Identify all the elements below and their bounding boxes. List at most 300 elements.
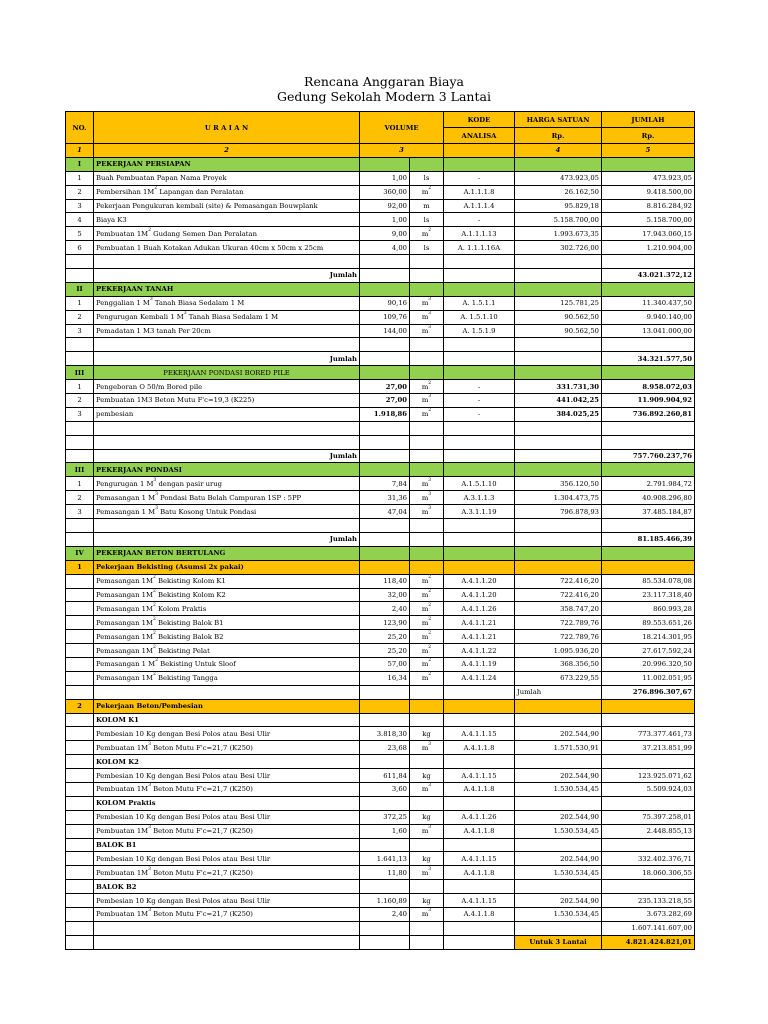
header-harga: HARGA SATUAN: [515, 112, 602, 128]
grand-empty: [66, 935, 94, 949]
item-unit: $m^2$: [410, 644, 444, 658]
item-number: [66, 824, 94, 838]
item-harga: 202.544,90: [515, 852, 602, 866]
item-description: Pembuatan $1M^2$ Gudang Semen Dan Peralatan: [94, 227, 360, 241]
subtotal-empty: [360, 685, 410, 699]
blank-row: [66, 255, 695, 269]
item-jumlah: 332.402.376,71: [602, 852, 695, 866]
item-harga: 368.356,50: [515, 657, 602, 671]
grand-total-label: Untuk 3 Lantai: [515, 935, 602, 949]
item-description: Pembuatan $1M^3$ Beton Mutu F'c=21,7 (K250): [94, 866, 360, 880]
section-number: III: [66, 463, 94, 477]
blank-cell: [515, 435, 602, 449]
item-number: 3: [66, 407, 94, 421]
blank-cell: [602, 421, 695, 435]
group-empty: [602, 713, 695, 727]
item-volume: 31,36: [360, 491, 410, 505]
group-heading: BALOK B1: [94, 838, 360, 852]
total-empty: [515, 352, 602, 366]
section-empty: [444, 282, 515, 296]
subtotal-row: [66, 685, 695, 699]
item-kode: A.4.1.1.26: [444, 810, 515, 824]
blank-cell: [515, 421, 602, 435]
total-empty: [360, 269, 410, 283]
group-empty: [602, 838, 695, 852]
item-volume: 144,00: [360, 324, 410, 338]
item-number: 5: [66, 227, 94, 241]
group-empty: [360, 755, 410, 769]
total-label: Jumlah: [94, 352, 360, 366]
sum-empty: [515, 921, 602, 935]
item-harga: 202.544,90: [515, 769, 602, 783]
blank-cell: [410, 255, 444, 269]
item-volume: 1,00: [360, 171, 410, 185]
item-unit: $m^3$: [410, 296, 444, 310]
item-harga: 331.731,30: [515, 380, 602, 394]
blank-cell: [602, 255, 695, 269]
section-empty: [410, 366, 444, 380]
group-heading: BALOK B2: [94, 880, 360, 894]
group-heading-row: [66, 755, 695, 769]
total-empty: [515, 532, 602, 546]
header-jumlah-unit: Rp.: [602, 128, 695, 144]
item-row: [66, 574, 695, 588]
section-empty: [444, 157, 515, 171]
item-unit: $m^2$: [410, 671, 444, 685]
item-row: [66, 824, 695, 838]
section-empty: [444, 546, 515, 560]
item-jumlah: 8.958.072,03: [602, 380, 695, 394]
section-empty: [360, 282, 410, 296]
blank-row: [66, 421, 695, 435]
item-unit: $m^3$: [410, 394, 444, 408]
item-number: 4: [66, 213, 94, 227]
group-heading: KOLOM K1: [94, 713, 360, 727]
header-kode: KODE: [444, 112, 515, 128]
section-empty: [602, 463, 695, 477]
item-volume: 27,00: [360, 394, 410, 408]
document-title: [0, 74, 768, 104]
subsection-empty: [515, 699, 602, 713]
item-kode: A.4.1.1.15: [444, 894, 515, 908]
header-no: NO.: [66, 112, 94, 144]
blank-cell: [66, 519, 94, 533]
item-description: Pemasangan $1M^2$ Kolom Praktis: [94, 602, 360, 616]
total-empty: [444, 269, 515, 283]
subsection-row: [66, 560, 695, 574]
blank-cell: [360, 435, 410, 449]
item-volume: 47,04: [360, 505, 410, 519]
total-empty: [444, 532, 515, 546]
item-harga: 26.162,50: [515, 185, 602, 199]
sum-empty: [444, 921, 515, 935]
item-volume: 11,80: [360, 866, 410, 880]
header-volume: VOLUME: [360, 112, 444, 144]
section-empty: [515, 282, 602, 296]
subtotal-empty: [94, 685, 360, 699]
item-volume: 2,40: [360, 602, 410, 616]
grand-empty: [410, 935, 444, 949]
sum-empty: [94, 921, 360, 935]
item-number: [66, 894, 94, 908]
item-kode: A.4.1.1.15: [444, 769, 515, 783]
section-empty: [602, 366, 695, 380]
item-volume: 57,00: [360, 657, 410, 671]
blank-cell: [94, 255, 360, 269]
item-kode: A.4.1.1.26: [444, 602, 515, 616]
total-empty: [444, 352, 515, 366]
item-row: [66, 630, 695, 644]
item-kode: A.3.1.1.3: [444, 491, 515, 505]
item-row: [66, 644, 695, 658]
group-heading-row: [66, 880, 695, 894]
item-unit: $m^2$: [410, 407, 444, 421]
item-volume: 1.160,89: [360, 894, 410, 908]
item-unit: $m^2$: [410, 227, 444, 241]
item-kode: A.1.1.1.13: [444, 227, 515, 241]
item-row: [66, 616, 695, 630]
section-empty: [360, 546, 410, 560]
item-number: 2: [66, 394, 94, 408]
subsection-title: Pekerjaan Beton/Pembesian: [94, 699, 360, 713]
item-jumlah: 11.002.051,95: [602, 671, 695, 685]
subsection-empty: [602, 560, 695, 574]
section-title: PEKERJAAN BETON BERTULANG: [94, 546, 360, 560]
item-row: [66, 491, 695, 505]
item-unit: $m^2$: [410, 616, 444, 630]
item-jumlah: 37.213.851,99: [602, 741, 695, 755]
item-unit: $m^3$: [410, 477, 444, 491]
item-jumlah: 11.340.437,50: [602, 296, 695, 310]
section-empty: [410, 546, 444, 560]
blank-cell: [360, 519, 410, 533]
item-jumlah: 2.448.855,13: [602, 824, 695, 838]
item-description: Pekerjaan Pengukuran kembali (site) & Pemasangan Bouwplank: [94, 199, 360, 213]
item-harga: 1.530.534,45: [515, 866, 602, 880]
item-description: Pemasangan $1M^2$ Bekisting Balok B1: [94, 616, 360, 630]
sum-row: [66, 921, 695, 935]
item-volume: 118,40: [360, 574, 410, 588]
item-unit: $m^2$: [410, 588, 444, 602]
item-row: [66, 866, 695, 880]
total-label: Jumlah: [94, 269, 360, 283]
item-harga: 1.530.534,45: [515, 907, 602, 921]
total-row: [66, 352, 695, 366]
item-unit: $m^3$: [410, 505, 444, 519]
item-unit: $m^3$: [410, 324, 444, 338]
item-row: [66, 852, 695, 866]
blank-cell: [602, 519, 695, 533]
header-analisa: ANALISA: [444, 128, 515, 144]
item-number: [66, 852, 94, 866]
item-row: [66, 588, 695, 602]
group-empty: [410, 713, 444, 727]
item-kode: A. 1.5.1.10: [444, 310, 515, 324]
item-number: [66, 866, 94, 880]
total-empty: [410, 532, 444, 546]
item-number: 2: [66, 185, 94, 199]
item-kode: A.4.1.1.21: [444, 630, 515, 644]
item-number: [66, 769, 94, 783]
subtotal-label: Jumlah: [515, 685, 602, 699]
title-line-1: Rencana Anggaran Biaya: [304, 74, 464, 89]
item-volume: 16,34: [360, 671, 410, 685]
group-heading-row: [66, 796, 695, 810]
item-harga: 5.158.700,00: [515, 213, 602, 227]
item-jumlah: 9.418.500,00: [602, 185, 695, 199]
blank-cell: [444, 421, 515, 435]
item-harga: 441.042,25: [515, 394, 602, 408]
item-row: [66, 227, 695, 241]
item-jumlah: 20.996.320,50: [602, 657, 695, 671]
item-unit: m: [410, 199, 444, 213]
item-kode: A.1.5.1.10: [444, 477, 515, 491]
item-harga: 90.562,50: [515, 324, 602, 338]
item-description: Pembuatan $1M^3$ Beton Mutu F'c=21,7 (K250): [94, 824, 360, 838]
group-empty: [410, 755, 444, 769]
item-unit: $m^2$: [410, 380, 444, 394]
group-empty: [410, 880, 444, 894]
sum-empty: [410, 921, 444, 935]
item-jumlah: 1.210.904,00: [602, 241, 695, 255]
group-empty: [66, 796, 94, 810]
subtotal-value: 276.896.307,67: [602, 685, 695, 699]
item-description: Buah Pembuatan Papan Nama Proyek: [94, 171, 360, 185]
title-line-2: Gedung Sekolah Modern 3 Lantai: [277, 89, 491, 104]
item-kode: -: [444, 407, 515, 421]
blank-cell: [94, 435, 360, 449]
group-empty: [444, 713, 515, 727]
item-unit: kg: [410, 727, 444, 741]
item-jumlah: 860.993,28: [602, 602, 695, 616]
subtotal-empty: [66, 685, 94, 699]
item-row: [66, 769, 695, 783]
blank-cell: [360, 421, 410, 435]
col-number-empty: [444, 144, 515, 158]
total-row: [66, 269, 695, 283]
total-row: [66, 449, 695, 463]
total-empty: [66, 449, 94, 463]
item-unit: $m^2$: [410, 657, 444, 671]
section-empty: [602, 157, 695, 171]
item-number: 1: [66, 380, 94, 394]
item-kode: A.4.1.1.15: [444, 852, 515, 866]
item-harga: 1.530.534,45: [515, 782, 602, 796]
item-kode: A.4.1.1.8: [444, 824, 515, 838]
blank-row: [66, 519, 695, 533]
item-jumlah: 18.060.306,55: [602, 866, 695, 880]
item-number: 1: [66, 296, 94, 310]
item-description: Pemasangan 1 $M^2$ Bekisting Untuk Sloof: [94, 657, 360, 671]
item-volume: 1,00: [360, 213, 410, 227]
item-volume: 1.641,13: [360, 852, 410, 866]
item-harga: 673.229,55: [515, 671, 602, 685]
section-number: II: [66, 282, 94, 296]
total-value: 757.760.237,76: [602, 449, 695, 463]
group-empty: [602, 880, 695, 894]
item-volume: 611,84: [360, 769, 410, 783]
item-harga: 722.789,76: [515, 616, 602, 630]
item-description: pembesian: [94, 407, 360, 421]
item-volume: 27,00: [360, 380, 410, 394]
item-row: [66, 185, 695, 199]
item-number: [66, 810, 94, 824]
item-harga: 90.562,50: [515, 310, 602, 324]
item-row: [66, 213, 695, 227]
item-number: [66, 630, 94, 644]
subsection-number: 2: [66, 699, 94, 713]
item-jumlah: 473.923,05: [602, 171, 695, 185]
item-description: Pembesian 10 Kg dengan Besi Polos atau Besi Ulir: [94, 727, 360, 741]
group-empty: [444, 755, 515, 769]
item-volume: 25,20: [360, 644, 410, 658]
total-label: Jumlah: [94, 532, 360, 546]
item-description: Pemasangan $1M^2$ Bekisting Pelat: [94, 644, 360, 658]
subsection-empty: [444, 699, 515, 713]
section-empty: [360, 157, 410, 171]
subtotal-empty: [410, 685, 444, 699]
item-number: [66, 907, 94, 921]
item-jumlah: 5.509.924,03: [602, 782, 695, 796]
item-jumlah: 85.534.078,08: [602, 574, 695, 588]
item-description: Pemasangan 1 $M^3$ Pondasi Batu Belah Campuran 1SP : 5PP: [94, 491, 360, 505]
item-unit: $m^3$: [410, 491, 444, 505]
group-empty: [602, 796, 695, 810]
item-kode: -: [444, 394, 515, 408]
blank-cell: [602, 338, 695, 352]
item-harga: 302.726,00: [515, 241, 602, 255]
group-empty: [602, 755, 695, 769]
item-kode: A.4.1.1.21: [444, 616, 515, 630]
section-empty: [515, 157, 602, 171]
total-row: [66, 532, 695, 546]
sum-value: 1.607.141.607,00: [602, 921, 695, 935]
blank-cell: [66, 435, 94, 449]
item-description: Pengurugan 1 $M^3$ dengan pasir urug: [94, 477, 360, 491]
section-row: [66, 157, 695, 171]
section-empty: [515, 366, 602, 380]
section-title: PEKERJAAN TANAH: [94, 282, 360, 296]
item-row: [66, 907, 695, 921]
item-row: [66, 477, 695, 491]
section-title: PEKERJAAN PERSIAPAN: [94, 157, 360, 171]
group-empty: [66, 713, 94, 727]
total-empty: [360, 532, 410, 546]
item-volume: 7,84: [360, 477, 410, 491]
total-empty: [66, 352, 94, 366]
blank-cell: [602, 435, 695, 449]
blank-cell: [66, 255, 94, 269]
item-description: Pembuatan 1M3 Beton Mutu F'c=19,3 (K225): [94, 394, 360, 408]
item-description: Pembuatan 1 Buah Kotakan Adukan Ukuran 40cm x 50cm x 25cm: [94, 241, 360, 255]
section-number: III: [66, 366, 94, 380]
group-empty: [360, 796, 410, 810]
blank-cell: [360, 255, 410, 269]
item-jumlah: 9.940.140,00: [602, 310, 695, 324]
section-number: I: [66, 157, 94, 171]
group-empty: [360, 880, 410, 894]
group-empty: [515, 796, 602, 810]
item-harga: 1.095.936,20: [515, 644, 602, 658]
item-number: 3: [66, 324, 94, 338]
item-row: [66, 810, 695, 824]
section-row: [66, 282, 695, 296]
subsection-number: 1: [66, 560, 94, 574]
item-jumlah: 773.377.461,73: [602, 727, 695, 741]
item-kode: A.4.1.1.8: [444, 907, 515, 921]
total-empty: [444, 449, 515, 463]
item-row: [66, 505, 695, 519]
item-row: [66, 741, 695, 755]
item-jumlah: 235.133.218,55: [602, 894, 695, 908]
item-volume: 9,00: [360, 227, 410, 241]
header-jumlah: JUMLAH: [602, 112, 695, 128]
item-jumlah: 13.041.000,00: [602, 324, 695, 338]
item-harga: 1.304.473,75: [515, 491, 602, 505]
item-row: [66, 324, 695, 338]
sum-empty: [66, 921, 94, 935]
group-empty: [515, 838, 602, 852]
item-number: [66, 657, 94, 671]
subsection-title: Pekerjaan Bekisting (Asumsi 2x pakai): [94, 560, 360, 574]
subsection-empty: [444, 560, 515, 574]
item-harga: 384.025,25: [515, 407, 602, 421]
item-jumlah: 40.908.296,80: [602, 491, 695, 505]
item-volume: 23,68: [360, 741, 410, 755]
item-row: [66, 657, 695, 671]
item-kode: A. 1.5.1.1: [444, 296, 515, 310]
blank-cell: [66, 338, 94, 352]
item-row: [66, 310, 695, 324]
item-jumlah: 736.892.260,81: [602, 407, 695, 421]
group-empty: [66, 755, 94, 769]
blank-row: [66, 338, 695, 352]
header-harga-unit: Rp.: [515, 128, 602, 144]
subsection-empty: [410, 560, 444, 574]
item-number: [66, 644, 94, 658]
item-harga: 1.530.534,45: [515, 824, 602, 838]
section-empty: [602, 282, 695, 296]
item-unit: kg: [410, 894, 444, 908]
item-jumlah: 17.943.060,15: [602, 227, 695, 241]
blank-cell: [410, 338, 444, 352]
grand-empty: [444, 935, 515, 949]
item-unit: $m^3$: [410, 741, 444, 755]
item-unit: $m^3$: [410, 782, 444, 796]
item-volume: 90,16: [360, 296, 410, 310]
blank-cell: [444, 519, 515, 533]
item-unit: $m^3$: [410, 866, 444, 880]
item-row: [66, 171, 695, 185]
subsection-empty: [602, 699, 695, 713]
total-empty: [410, 269, 444, 283]
item-unit: $m^3$: [410, 310, 444, 324]
item-description: Pemasangan $1M^2$ Bekisting Kolom K2: [94, 588, 360, 602]
item-volume: 123,90: [360, 616, 410, 630]
blank-cell: [94, 519, 360, 533]
item-description: Pembesian 10 Kg dengan Besi Polos atau Besi Ulir: [94, 852, 360, 866]
blank-cell: [515, 519, 602, 533]
item-harga: 125.781,25: [515, 296, 602, 310]
item-volume: 4,00: [360, 241, 410, 255]
total-empty: [410, 352, 444, 366]
item-volume: 1.918,86: [360, 407, 410, 421]
item-jumlah: 75.397.258,01: [602, 810, 695, 824]
subsection-row: [66, 699, 695, 713]
item-unit: kg: [410, 810, 444, 824]
item-kode: A.4.1.1.8: [444, 782, 515, 796]
subsection-empty: [515, 560, 602, 574]
